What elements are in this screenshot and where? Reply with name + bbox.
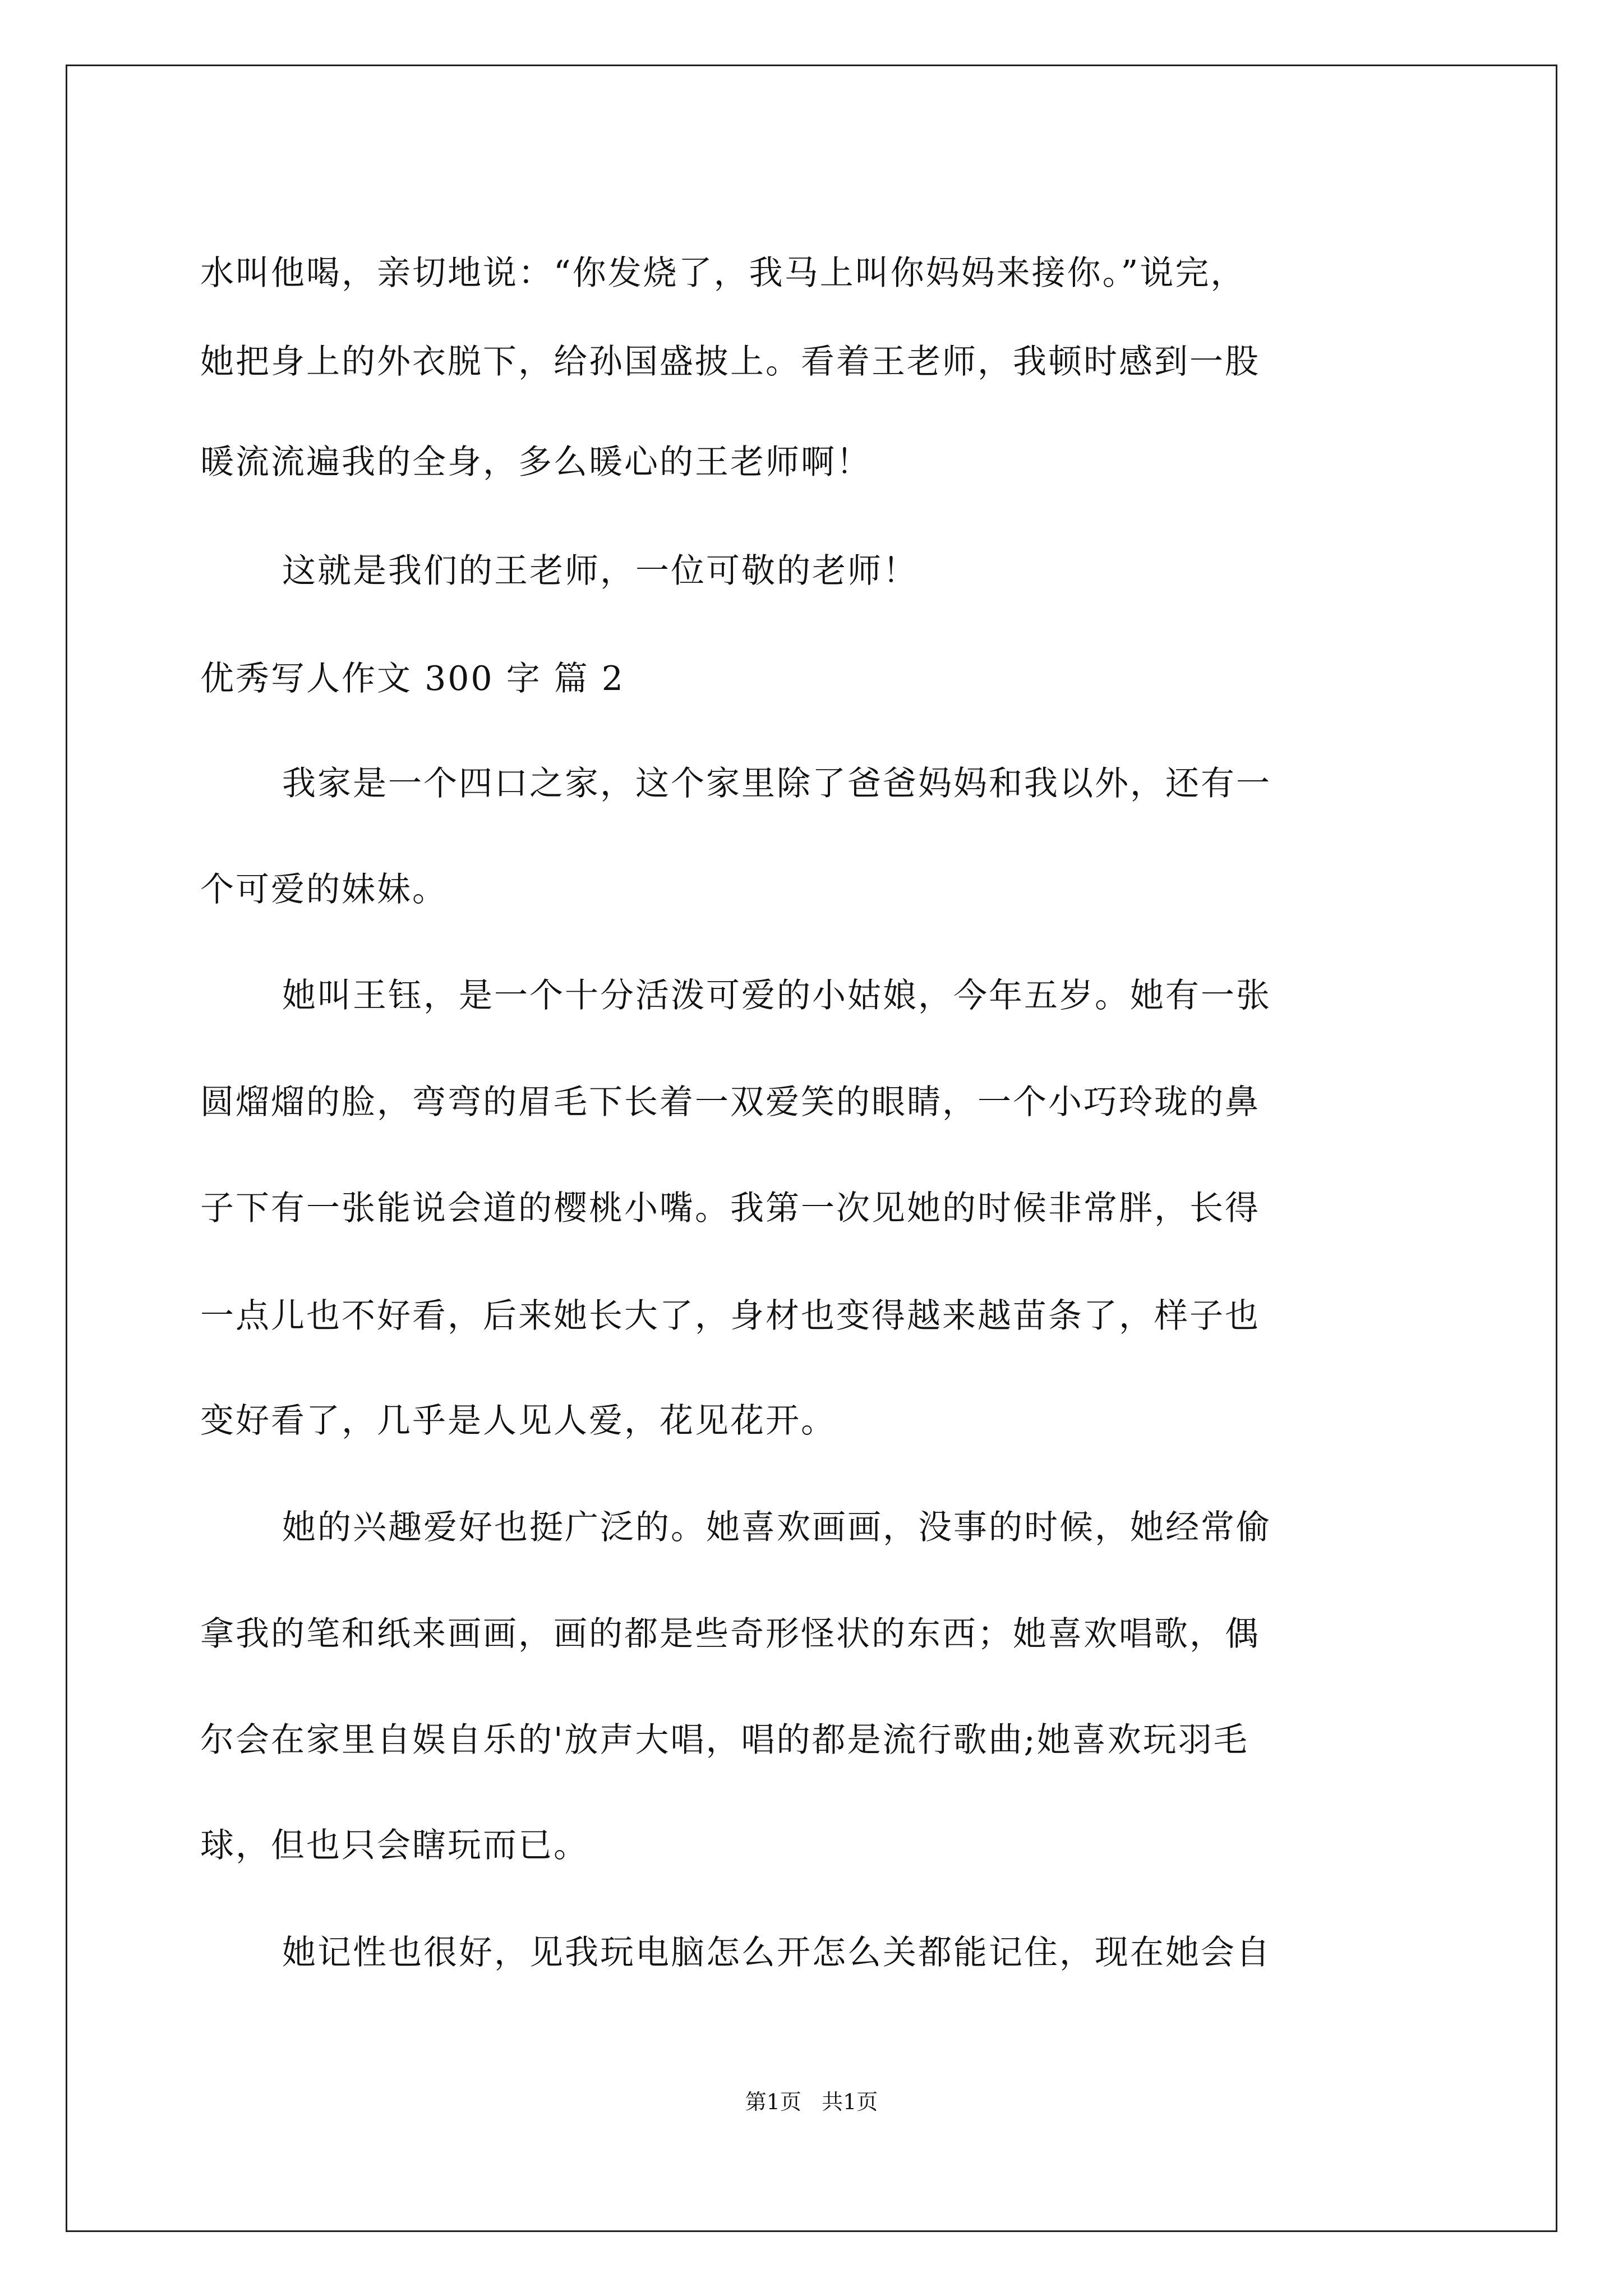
page-footer: 第1页 共1页 <box>745 2090 878 2114</box>
paragraph-line: 子下有一张能说会道的樱桃小嘴。我第一次见她的时候非常胖，长得 <box>200 1189 1260 1228</box>
paragraph-line: 拿我的笔和纸来画画，画的都是些奇形怪状的东西；她喜欢唱歌，偶 <box>200 1614 1260 1654</box>
paragraph-line: 暖流流遍我的全身，多么暖心的王老师啊！ <box>200 443 872 482</box>
paragraph-line: 圆熘熘的脸，弯弯的眉毛下长着一双爱笑的眼睛，一个小巧玲珑的鼻 <box>200 1083 1260 1122</box>
paragraph-line: 个可爱的妹妹。 <box>200 870 448 909</box>
paragraph-line: 她把身上的外衣脱下，给孙国盛披上。看着王老师，我顿时感到一股 <box>200 342 1260 381</box>
paragraph-line: 这就是我们的王老师，一位可敬的老师！ <box>282 551 918 591</box>
page-border <box>66 65 1557 2232</box>
section-heading: 优秀写人作文 300 字 篇 2 <box>200 659 625 698</box>
paragraph-line: 她的兴趣爱好也挺广泛的。她喜欢画画，没事的时候，她经常偷 <box>282 1508 1271 1547</box>
paragraph-line: 她记性也很好，见我玩电脑怎么开怎么关都能记住，现在她会自 <box>282 1933 1271 1972</box>
paragraph-line: 她叫王钰，是一个十分活泼可爱的小姑娘，今年五岁。她有一张 <box>282 976 1271 1015</box>
paragraph-line: 变好看了，几乎是人见人爱，花见花开。 <box>200 1401 836 1441</box>
paragraph-line: 水叫他喝，亲切地说：“你发烧了，我马上叫你妈妈来接你。”说完， <box>200 254 1246 293</box>
paragraph-line: 尔会在家里自娱自乐的'放声大唱，唱的都是流行歌曲;她喜欢玩羽毛 <box>200 1720 1249 1760</box>
paragraph-line: 我家是一个四口之家，这个家里除了爸爸妈妈和我以外，还有一 <box>282 764 1271 803</box>
paragraph-line: 一点儿也不好看，后来她长大了，身材也变得越来越苗条了，样子也 <box>200 1296 1260 1336</box>
paragraph-line: 球，但也只会瞎玩而已。 <box>200 1826 589 1865</box>
